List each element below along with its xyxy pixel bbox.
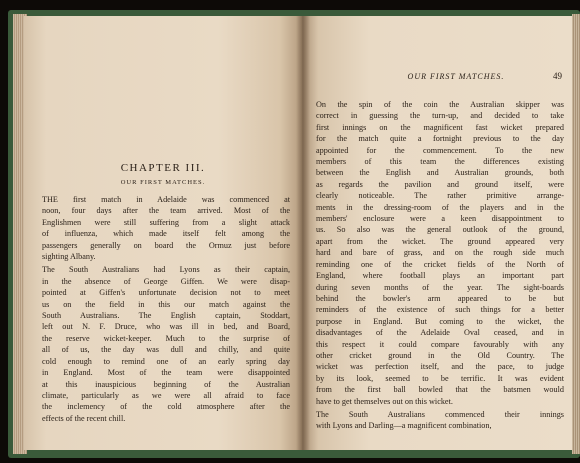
- text-line: in England. Most of the team were disappointed: [42, 368, 290, 378]
- text-line: as regards the pavilion and ground itself, were: [316, 179, 564, 189]
- text-line: other cricket ground in the Old Country. The: [316, 350, 564, 360]
- text-line: hard and bare of grass, and on the rough side much: [316, 248, 564, 258]
- text-line: pointed at Giffen's unfortunate decision not to meet: [42, 288, 290, 298]
- text-line: passengers generally on board the Ormuz just before: [42, 240, 290, 250]
- text-line: apart from the wicket. The ground appeared very: [316, 236, 564, 246]
- text-line: reminding one of the cricket fields of the North of: [316, 259, 564, 269]
- text-line: The South Australians had Lyons as their captain,: [42, 265, 290, 275]
- text-line: between the English and Australian grounds, both: [316, 168, 564, 178]
- text-line: England, where football plays an important part: [316, 271, 564, 281]
- text-line: correct in guessing the turn-up, and decided to take: [316, 111, 564, 121]
- text-line: behind the bowler's arm appeared to be but: [316, 293, 564, 303]
- text-line: wicket was perfection itself, and the pace, to judge: [316, 362, 564, 372]
- text-line: reminders of the existence of such things for a better: [316, 305, 564, 315]
- text-line: effects of the recent chill.: [42, 413, 126, 423]
- text-line: disadvantages of the Adelaide Oval ceased, and in: [316, 328, 564, 338]
- left-page: [24, 16, 302, 450]
- text-line: ments in the dressing-room of the players and in the: [316, 202, 564, 212]
- text-line: us on the field in this our match against the: [42, 299, 290, 309]
- text-line: members' enclosure were a keen disappointment to: [316, 214, 564, 224]
- text-line: by its look, seemed to be terrific. It was evident: [316, 373, 564, 383]
- text-line: clearly noticeable. The rather primitive arrange-: [316, 191, 564, 201]
- text-line: the reserve wicket-keeper. Much to the surprise of: [42, 333, 290, 343]
- chapter-subtitle: OUR FIRST MATCHES.: [120, 179, 206, 186]
- right-body-text: [316, 99, 564, 434]
- page-edges-right: [572, 14, 580, 454]
- chapter-title: CHAPTER III.: [120, 162, 206, 174]
- book-gutter: [296, 16, 310, 450]
- text-line: during seven months of the year. The sight-boards: [316, 282, 564, 292]
- text-line: first innings on the magnificent fast wicket prepared: [316, 122, 564, 132]
- right-page: [302, 16, 572, 450]
- text-line: left out N. F. Druce, who was ill in bed, and Board,: [42, 322, 290, 332]
- running-head: OUR FIRST MATCHES.: [407, 72, 505, 81]
- paragraph: [42, 194, 290, 262]
- paragraph: [316, 99, 564, 407]
- text-line: us. So also was the general outlook of the ground,: [316, 225, 564, 235]
- text-line: at this inauspicious beginning of the Australian: [42, 379, 290, 389]
- text-line: from the first ball bowled that the batsmen would: [316, 385, 564, 395]
- page-number: 49: [553, 71, 562, 81]
- text-line: South Australians. The English captain, Stoddart,: [42, 311, 290, 321]
- paragraph: [316, 409, 564, 432]
- text-line: in the absence of George Giffen. We were disap-: [42, 276, 290, 286]
- paragraph: [42, 264, 290, 424]
- text-line: sighting Albany.: [42, 252, 96, 262]
- text-line: have to get themselves out on this wicket.: [316, 396, 453, 406]
- text-line: On the spin of the coin the Australian skipper was: [316, 100, 564, 109]
- text-line: with Lyons and Darling—a magnificent combination,: [316, 421, 492, 431]
- text-line: climate, particularly as we were all afraid to face: [42, 390, 290, 400]
- text-line: for the match quite a fortnight previous to the day: [316, 134, 564, 144]
- text-line: all of us, the day was dull and chilly, and quite: [42, 345, 290, 355]
- text-line: appointed for the commencement. To the new: [316, 145, 564, 155]
- text-line: Englishmen were still suffering from a slight attack: [42, 217, 290, 227]
- left-body-text: [42, 194, 290, 426]
- text-line: of influenza, which made itself felt among the: [42, 229, 290, 239]
- text-line: the inclemency of the cold atmosphere after the: [42, 402, 290, 412]
- text-line: this respect it could compare favourably with any: [316, 339, 564, 349]
- text-line: THE first match in Adelaide was commenced at: [42, 195, 290, 204]
- text-line: members of this team the differences existing: [316, 157, 564, 167]
- text-line: The South Australians commenced their innings: [316, 409, 564, 419]
- text-line: cold enough to remind one of an early spring day: [42, 356, 290, 366]
- text-line: noon, four days after the team arrived. Most of the: [42, 206, 290, 216]
- text-line: purpose in England. But coming to the wicket, the: [316, 316, 564, 326]
